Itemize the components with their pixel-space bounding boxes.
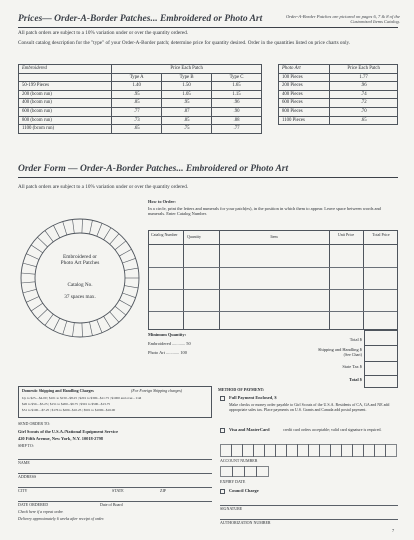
- shipping-label: Shipping and Handling $: [317, 347, 362, 352]
- total-label: Total $: [349, 337, 362, 342]
- digit-box[interactable]: [342, 445, 353, 457]
- order-rule: [18, 177, 398, 178]
- price-a: .95: [112, 90, 162, 99]
- digit-box[interactable]: [364, 445, 375, 457]
- circle-line-1: Embroidered or: [63, 254, 97, 260]
- circle-line-2: Photo Art Patches: [60, 260, 100, 267]
- col-type-b: Type B: [162, 73, 212, 82]
- page-number: 7: [392, 528, 395, 533]
- letter-space-divider: [45, 231, 53, 242]
- authorization-field[interactable]: [220, 512, 398, 520]
- table-row: [19, 125, 262, 134]
- letter-space-divider: [63, 321, 67, 334]
- visa-label: Visa and MasterCard: [229, 427, 270, 432]
- embroidered-price-table: [18, 64, 262, 134]
- min-photo: Photo Art ............ 100: [148, 350, 187, 355]
- payment-title: METHOD OF PAYMENT:: [218, 387, 265, 392]
- digit-box[interactable]: [375, 445, 386, 457]
- shipping-chart-subtitle: (For Foreign Shipping charges): [131, 388, 183, 393]
- embroidered-price-header: Price Each Patch: [112, 65, 262, 74]
- account-number-boxes[interactable]: [220, 444, 398, 458]
- letter-space-divider: [53, 318, 59, 331]
- price-c: .88: [212, 116, 262, 125]
- digit-box[interactable]: [309, 445, 320, 457]
- shipping-chart: [18, 386, 212, 418]
- min-qty-label: Minimum Quantity:: [148, 332, 187, 337]
- shipping-row: $26 to $50....$5.25 | $151 to $200...$9.75 | $301 to $500...$13.75: [22, 402, 111, 406]
- row-line: [149, 289, 397, 290]
- digit-box[interactable]: [386, 445, 397, 457]
- letter-space-divider: [21, 273, 35, 274]
- date-needed-label: Date of Board: [100, 502, 123, 507]
- how-to-order-text: In a circle, print the letters and numerals for your patch(es), in the position in which them to appear. Leave space between words and numerals. Enter Catalog Number.: [148, 206, 381, 217]
- letter-space-divider: [31, 245, 43, 253]
- price-b: .75: [162, 125, 212, 134]
- price-a: .73: [112, 116, 162, 125]
- order-items-table: [148, 230, 398, 330]
- letter-space-divider: [37, 237, 47, 247]
- address-label: ADDRESS: [18, 474, 37, 479]
- row-price: .74: [330, 90, 398, 99]
- digit-box[interactable]: [257, 467, 269, 477]
- col-quantity: Quantity: [187, 234, 201, 239]
- letter-space-divider: [63, 222, 67, 235]
- col-divider: [329, 231, 330, 329]
- digit-box[interactable]: [243, 445, 254, 457]
- row-line: [149, 267, 397, 268]
- row-line: [149, 311, 397, 312]
- col-unit-price: Unit Price: [337, 232, 355, 237]
- row-qty: 600 Pieces: [279, 99, 330, 108]
- row-qty: 50-199 Pieces: [19, 82, 112, 91]
- state-label: STATE: [112, 488, 124, 493]
- letter-space-divider: [119, 300, 131, 307]
- circle-spaces-label: 37 spaces max.: [64, 294, 96, 300]
- digit-box[interactable]: [232, 445, 243, 457]
- council-charge-label: Council Charge: [229, 488, 259, 493]
- zip-label: ZIP: [160, 488, 166, 493]
- letter-space-divider: [73, 323, 75, 337]
- ship-to-label: SHIP TO:: [18, 443, 34, 448]
- embroidered-header: Embroidered: [19, 65, 112, 74]
- table-row: [279, 107, 398, 116]
- address-field[interactable]: [18, 466, 212, 474]
- table-row: [279, 73, 398, 82]
- letter-space-divider: [82, 219, 83, 233]
- price-b: .87: [162, 107, 212, 116]
- digit-box[interactable]: [254, 445, 265, 457]
- shipping-row: $51 to $100....$7.25 | $176 to $200...$10.25 | $501 to $1000...$16.00: [22, 408, 116, 412]
- expiry-date-label: EXPIRY DATE: [220, 479, 246, 484]
- digit-box[interactable]: [320, 445, 331, 457]
- price-c: 1.15: [212, 90, 262, 99]
- price-a: .85: [112, 99, 162, 108]
- table-row: [19, 90, 262, 99]
- col-divider: [363, 231, 364, 329]
- price-b: .85: [162, 116, 212, 125]
- row-qty: 1100 Pieces: [279, 116, 330, 125]
- price-c: .96: [212, 99, 262, 108]
- letter-space-divider: [97, 223, 102, 236]
- letter-space-divider: [53, 225, 59, 238]
- full-payment-label: Full Payment Enclosed, $: [229, 395, 277, 400]
- repeat-order-check[interactable]: Check here if a repeat order.: [18, 509, 64, 514]
- letter-space-divider: [45, 314, 53, 325]
- price-a: .65: [112, 125, 162, 134]
- digit-box[interactable]: [298, 445, 309, 457]
- letter-space-divider: [110, 234, 119, 245]
- totals-box[interactable]: [364, 330, 398, 388]
- digit-box[interactable]: [353, 445, 364, 457]
- row-qty: 200 (bcom run): [19, 90, 112, 99]
- letter-space-divider: [89, 322, 92, 336]
- row-price: .65: [330, 116, 398, 125]
- photo-price-header: Price Each Patch: [330, 65, 398, 74]
- table-row: [19, 82, 262, 91]
- row-qty: 800 (bcom run): [19, 116, 112, 125]
- price-b: 1.05: [162, 90, 212, 99]
- min-embroidered: Embroidered ............ 50: [148, 341, 191, 346]
- digit-box[interactable]: [331, 445, 342, 457]
- table-row: [279, 116, 398, 125]
- col-item: Item: [270, 234, 278, 239]
- circle-label: [38, 254, 122, 266]
- full-payment-checkbox[interactable]: [220, 396, 225, 401]
- row-price: 1.77: [330, 73, 398, 82]
- send-org: Girl Scouts of the U.S.A./National Equipment Service: [18, 429, 119, 434]
- shipping-row: Up to $25....$4.00 | $101 to $150...$8.25 | $201 to $300...$11.75 | $1000 and over... Call: [22, 396, 142, 400]
- letter-space-divider: [73, 219, 75, 233]
- send-order-label: SEND ORDER TO:: [18, 421, 51, 426]
- table-row: [279, 90, 398, 99]
- account-number-label: ACCOUNT NUMBER: [220, 458, 258, 463]
- prices-title: Prices— Order-A-Border Patches... Embroidered or Photo Art: [18, 14, 263, 24]
- row-qty: 100 Pieces: [279, 73, 330, 82]
- letter-space-divider: [122, 258, 135, 263]
- row-qty: 200 Pieces: [279, 82, 330, 91]
- table-row: [19, 116, 262, 125]
- digit-box[interactable]: [221, 467, 233, 477]
- letter-space-divider: [104, 316, 111, 328]
- col-type-a: Type A: [112, 73, 162, 82]
- delivery-note: Delivery approximately 6 weeks after receipt of order.: [18, 516, 105, 521]
- table-row: [279, 82, 398, 91]
- digit-box[interactable]: [276, 445, 287, 457]
- letter-space-divider: [97, 320, 102, 333]
- name-field[interactable]: [18, 452, 212, 460]
- col-divider: [183, 231, 184, 329]
- name-label: NAME: [18, 460, 30, 465]
- shipping-sub: (See Chart): [343, 352, 362, 357]
- city-label: CITY: [18, 488, 28, 493]
- state-tax-label: State Tax $: [342, 364, 362, 369]
- signature-field[interactable]: [220, 498, 398, 506]
- prices-rule: [18, 27, 398, 28]
- row-price: .70: [330, 107, 398, 116]
- prices-intro-1: All patch orders are subject to a 10% variation under or over the quantity ordered.: [18, 30, 189, 36]
- letter-space-divider: [37, 309, 47, 319]
- patch-circle-template[interactable]: [18, 216, 142, 340]
- col-catalog-number: Catalog Number: [151, 232, 178, 237]
- price-b: 1.50: [162, 82, 212, 91]
- full-payment-text: Make checks or money order payable to Girl Scouts of the U.S.A. Residents of CA, GA and NE add appropriate sales tax. Place payments on U.S. Grants and Canada add postal payment.: [229, 402, 390, 412]
- row-qty: 600 (bcom run): [19, 107, 112, 116]
- letter-space-divider: [31, 303, 43, 311]
- letter-space-divider: [89, 220, 92, 234]
- price-c: 1.65: [212, 82, 262, 91]
- photo-art-header: Photo Art: [279, 65, 330, 74]
- letter-space-divider: [23, 263, 37, 267]
- date-field[interactable]: [18, 494, 212, 502]
- visa-checkbox[interactable]: [220, 428, 225, 433]
- photo-art-price-table: [278, 64, 398, 125]
- letter-space-divider: [110, 312, 119, 323]
- council-charge-checkbox[interactable]: [220, 489, 225, 494]
- col-type-c: Type C: [212, 73, 262, 82]
- price-c: .90: [212, 107, 262, 116]
- row-qty: 400 Pieces: [279, 90, 330, 99]
- digit-box[interactable]: [245, 467, 257, 477]
- order-form-title: Order Form — Order-A-Border Patches... Embroidered or Photo Art: [18, 164, 289, 174]
- row-qty: 800 Pieces: [279, 107, 330, 116]
- price-a: .77: [112, 107, 162, 116]
- letter-space-divider: [115, 306, 126, 315]
- letter-space-divider: [115, 241, 126, 250]
- col-divider: [219, 231, 220, 329]
- circle-catalog-label: Catalog No.: [67, 282, 93, 288]
- price-a: 1.40: [112, 82, 162, 91]
- catalog-note: Order-A-Border Patches are pictured on pages 6, 7 & 8 of the Customized Items Catalog.: [285, 14, 400, 25]
- digit-box[interactable]: [221, 445, 232, 457]
- table-row: [19, 99, 262, 108]
- digit-box[interactable]: [287, 445, 298, 457]
- letter-space-divider: [21, 282, 35, 283]
- letter-space-divider: [124, 268, 138, 270]
- price-c: .77: [212, 125, 262, 134]
- letter-space-divider: [82, 323, 83, 337]
- letter-space-divider: [104, 228, 111, 240]
- grand-total-label: Total $: [349, 377, 362, 382]
- row-qty: 400 (bcom run): [19, 99, 112, 108]
- digit-box[interactable]: [233, 467, 245, 477]
- row-price: .96: [330, 82, 398, 91]
- table-row: [279, 99, 398, 108]
- city-state-zip-field[interactable]: [18, 480, 212, 488]
- date-ordered-label: DATE ORDERED: [18, 502, 49, 507]
- signature-label: SIGNATURE: [220, 506, 243, 511]
- expiry-date-boxes[interactable]: [220, 466, 272, 478]
- authorization-label: AUTHORIZATION NUMBER: [220, 520, 271, 525]
- digit-box[interactable]: [265, 445, 276, 457]
- letter-space-divider: [124, 286, 138, 288]
- letter-space-divider: [23, 289, 37, 293]
- send-address: 420 Fifth Avenue, New York, N.Y. 10018-2798: [18, 436, 103, 441]
- price-b: .95: [162, 99, 212, 108]
- col-total-price: Total Price: [372, 232, 390, 237]
- row-price: .72: [330, 99, 398, 108]
- table-row: [19, 107, 262, 116]
- prices-intro-2: Consult catalog description for the "type" of your Order-A-Border patch; determine price for quantity desired. Order in the quantities listed on price charts only.: [18, 40, 351, 46]
- shipping-chart-title: Domestic Shipping and Handling Charges: [22, 388, 94, 393]
- how-to-order-title: How to Order:: [148, 199, 176, 204]
- row-qty: 1100 (bcom run): [19, 125, 112, 134]
- order-intro: All patch orders are subject to a 10% variation under or over the quantity ordered.: [18, 184, 189, 190]
- letter-space-divider: [122, 293, 135, 298]
- visa-text: credit card orders acceptable; valid card signature is required.: [283, 427, 382, 432]
